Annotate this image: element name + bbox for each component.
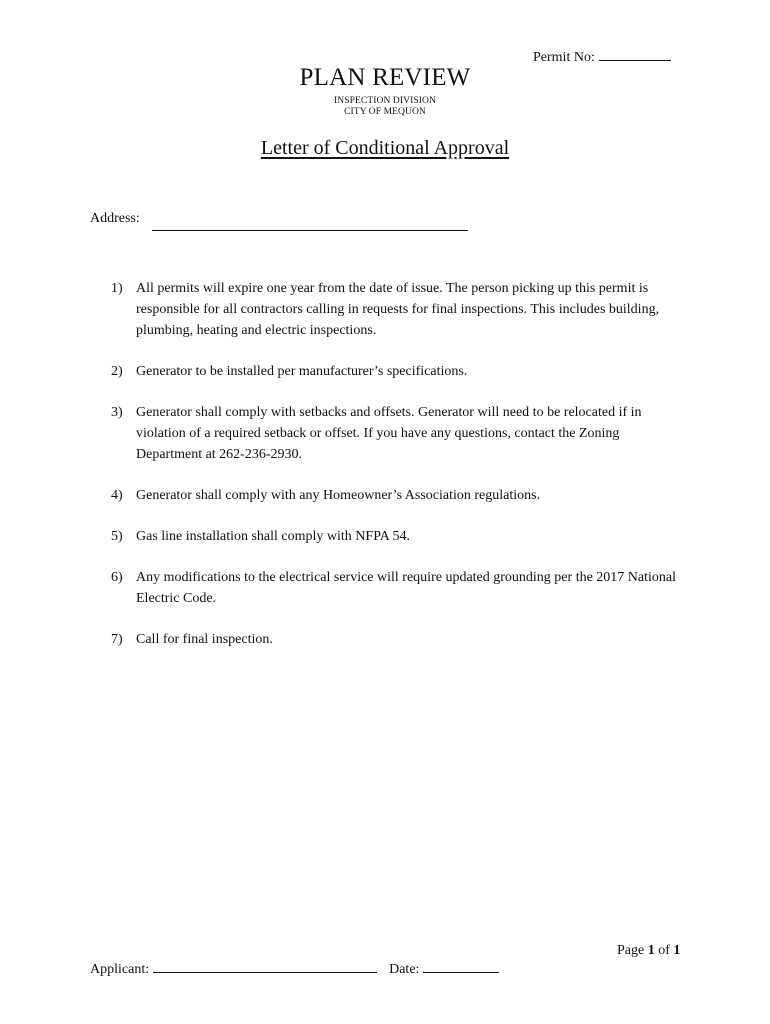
list-item	[111, 629, 686, 650]
letter-title-text: Letter of Conditional Approval	[260, 137, 510, 159]
list-item-text: Gas line installation shall comply with NFPA 54.	[136, 529, 411, 544]
page-number	[617, 943, 680, 959]
list-item-text: Any modifications to the electrical service will require updated grounding per the 2017 National Electric Code.	[136, 570, 676, 606]
list-item-number: 2)	[111, 364, 123, 379]
page-title: PLAN REVIEW	[299, 64, 471, 91]
list-item-number: 4)	[111, 488, 123, 503]
address-blank-line	[152, 230, 468, 231]
city-name: CITY OF MEQUON	[344, 107, 426, 117]
page-current: 1	[647, 943, 655, 958]
list-item	[111, 402, 686, 465]
page-prefix: Page	[617, 943, 645, 958]
permit-number-blank	[599, 48, 671, 61]
list-item-number: 6)	[111, 570, 123, 585]
list-item-text: Call for final inspection.	[136, 632, 273, 647]
page-of: of	[658, 943, 670, 958]
list-item	[111, 278, 686, 341]
address-label: Address:	[90, 211, 140, 226]
division-name: INSPECTION DIVISION	[334, 96, 436, 106]
list-item-text: All permits will expire one year from the date of issue. The person picking up this permit is responsible for all contractors calling in requests for final inspections. This includes building, plumbing, heating and electric inspections.	[136, 281, 660, 338]
date-label: Date:	[389, 962, 420, 977]
page-total: 1	[673, 943, 681, 958]
list-item	[111, 567, 686, 609]
permit-number-label: Permit No:	[533, 50, 595, 65]
conditions-list	[111, 278, 686, 670]
list-item-number: 1)	[111, 281, 123, 296]
list-item-text: Generator to be installed per manufacturer’s specifications.	[136, 364, 468, 379]
signature-row	[90, 960, 499, 978]
applicant-blank	[153, 960, 377, 973]
applicant-label: Applicant:	[90, 962, 150, 977]
list-item	[111, 485, 686, 506]
list-item-number: 5)	[111, 529, 123, 544]
list-item	[111, 361, 686, 382]
list-item-text: Generator shall comply with setbacks and offsets. Generator will need to be relocated if in violation of a required setback or offset. If you have any questions, contact the Zoning Department at 262-236-2930.	[136, 405, 642, 462]
date-blank	[423, 960, 499, 973]
list-item-number: 3)	[111, 405, 123, 420]
list-item	[111, 526, 686, 547]
list-item-text: Generator shall comply with any Homeowner’s Association regulations.	[136, 488, 541, 503]
letter-title	[0, 137, 770, 160]
list-item-number: 7)	[111, 632, 123, 647]
